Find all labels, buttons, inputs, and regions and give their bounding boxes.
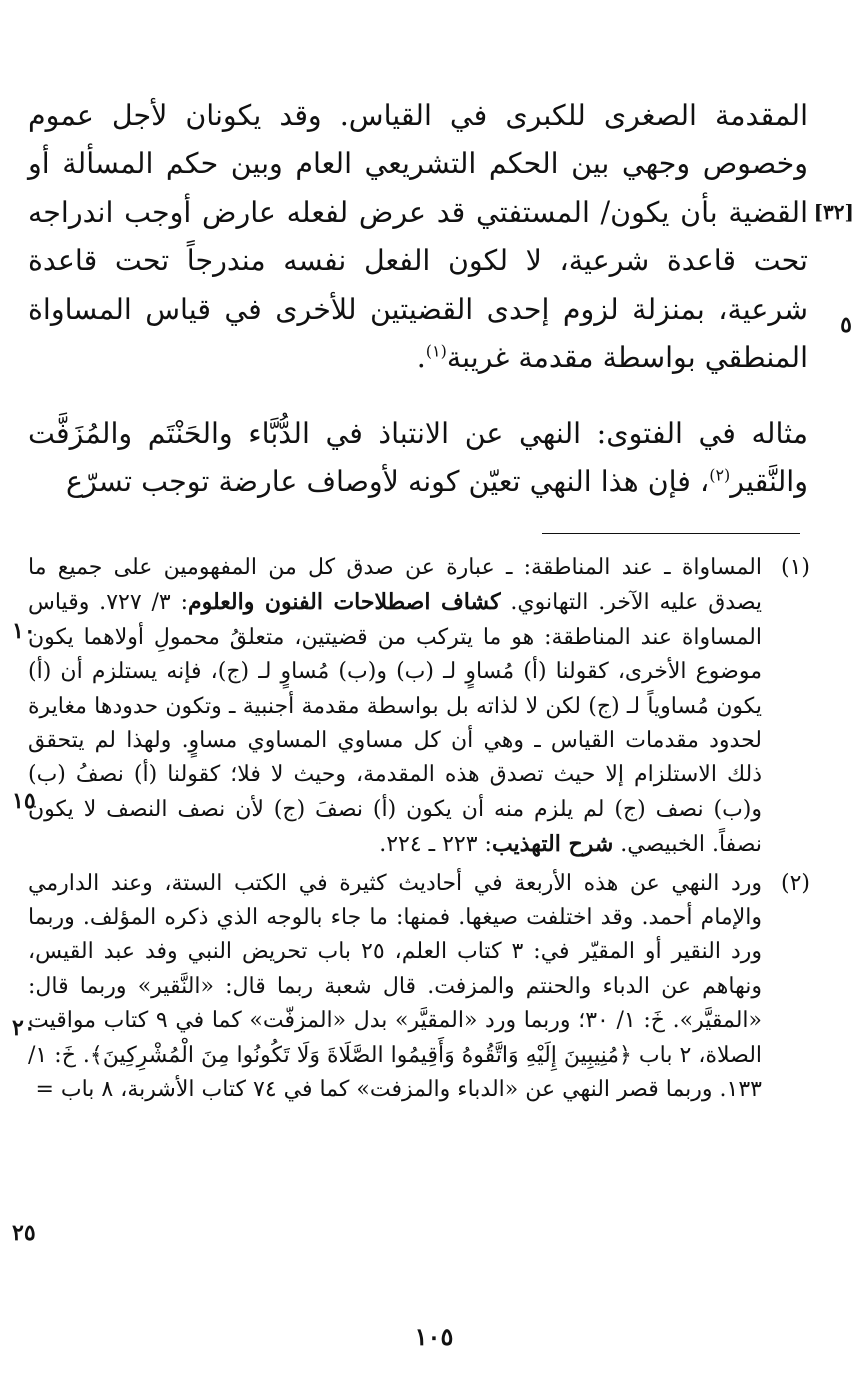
line-number-15: ١٥ bbox=[12, 788, 36, 814]
footnote-1-book-title-2: شرح التهذيب bbox=[491, 831, 614, 858]
footnote-2 bbox=[28, 867, 808, 1108]
footnote-1-text-a: المساواة ـ عند المناطقة: ـ عبارة عن صدق كل من المفهومين على جميع ما يصدق عليه الآخر. التهانوي. bbox=[28, 555, 763, 616]
line-number-10: ١٠ bbox=[12, 618, 36, 644]
main-paragraph-1-text: المقدمة الصغرى للكبرى في القياس. وقد يكونان لأجل عموم وخصوص وجهي بين الحكم التشريعي العام وبين حكم المسألة أو القضية بأن يكون/ المستفتي قد عرض لفعله عارض أوجب اندراجه تحت قاعدة شرعية، لا لكون الفعل نفسه مندرجاً تحت قاعدة شرعية، بمنزلة لزوم إحدى القضيتين للأخرى في قياس المساواة المنطقي بواسطة مقدمة غريبة bbox=[28, 99, 808, 375]
footnote-1 bbox=[28, 551, 808, 863]
main-paragraph-2-end: ، فإن هذا النهي تعيّن كونه لأوصاف عارضة توجب تسرّع bbox=[66, 465, 710, 499]
footnote-2-text: ورد النهي عن هذه الأربعة في أحاديث كثيرة في الكتب الستة، وعند الدارمي والإمام أحمد. وقد اختلفت صيغها. فمنها: ما جاء بالوجه الذي ذكره المؤلف. وربما ورد النقير أو المقيّر في: ٣ كتاب العلم، ٢٥ باب تحريض النبي وفد عبد القيس، ونهاهم عن الدباء والحنتم والمزفت. قال شعبة ربما قال: «النَّقير» وربما قال: «المقيَّر». خَ: ١/ ٣٠؛ وربما ورد «المقيَّر» بدل «المزفّت» كما في ٩ كتاب مواقيت الصلاة، ٢ باب ﴿مُنِيبِينَ إِلَيْهِ وَاتَّقُوهُ وَأَقِيمُوا الصَّلَاةَ وَلَا تَكُونُوا مِنَ الْمُشْرِكِينَ﴾. خَ: ١/ ١٣٣. وربما قصر النهي عن «الدباء والمزفت» كما في ٧٤ كتاب الأشربة، ٨ باب = bbox=[28, 870, 763, 1103]
footnote-separator bbox=[542, 533, 800, 534]
footnote-1-text-b: : ٣/ ٧٢٧. وقياس المساواة عند المناطقة: هو ما يتركب من قضيتين، متعلقُ محمولِ أولاهما يكون موضوع الأخرى، كقولنا (أ) مُساوٍ لـ (ب) و(ب) مُساوٍ لـ (ج)، فإنه يستلزم أن (أ) يكون مُساوياً لـ (ج) لكن لا لذاته بل بواسطة مقدمة أجنبية ـ وتكون حدودها مغايرة لحدود مقدمات القياس ـ وهي أن كل مساوي المساوي مساوٍ. ولهذا لم يتحقق ذلك الاستلزام إلا حيث تصدق هذه المقدمة، وحيث لا فلا؛ كقولنا (أ) نصفُ (ب) و(ب) نصف (ج) لم يلزم منه أن يكون (أ) نصفَ (ج) لأن نصف النصف لا يكون نصفاً. الخبيصي. bbox=[28, 590, 762, 858]
main-paragraph-1-end: . bbox=[416, 341, 426, 375]
main-paragraph-2 bbox=[28, 410, 808, 507]
main-paragraph-2-text: مثاله في الفتوى: النهي عن الانتباذ في الدُّبَّاء والحَنْتَم والمُزَفَّت والنَّقير bbox=[28, 417, 808, 499]
line-number-5: ٥ bbox=[840, 312, 852, 338]
margin-page-marker: [٣٢] bbox=[813, 200, 854, 224]
footnotes bbox=[28, 551, 808, 1112]
line-number-25: ٢٥ bbox=[12, 1220, 36, 1246]
footnote-1-number: (١) bbox=[780, 555, 810, 580]
page-number: ١٠٥ bbox=[414, 1322, 454, 1351]
footnote-1-text-c: : ٢٢٣ ـ ٢٢٤. bbox=[379, 832, 492, 858]
main-paragraph-1 bbox=[28, 92, 808, 382]
footnote-ref-2[interactable]: (٢) bbox=[709, 465, 731, 485]
footnote-1-text bbox=[28, 551, 762, 863]
footnote-2-number: (٢) bbox=[780, 870, 810, 896]
footnote-1-book-title: كشاف اصطلاحات الفنون والعلوم bbox=[188, 589, 501, 616]
line-number-20: ٢٠ bbox=[12, 1015, 36, 1041]
footnote-ref-1[interactable]: (١) bbox=[425, 341, 447, 361]
